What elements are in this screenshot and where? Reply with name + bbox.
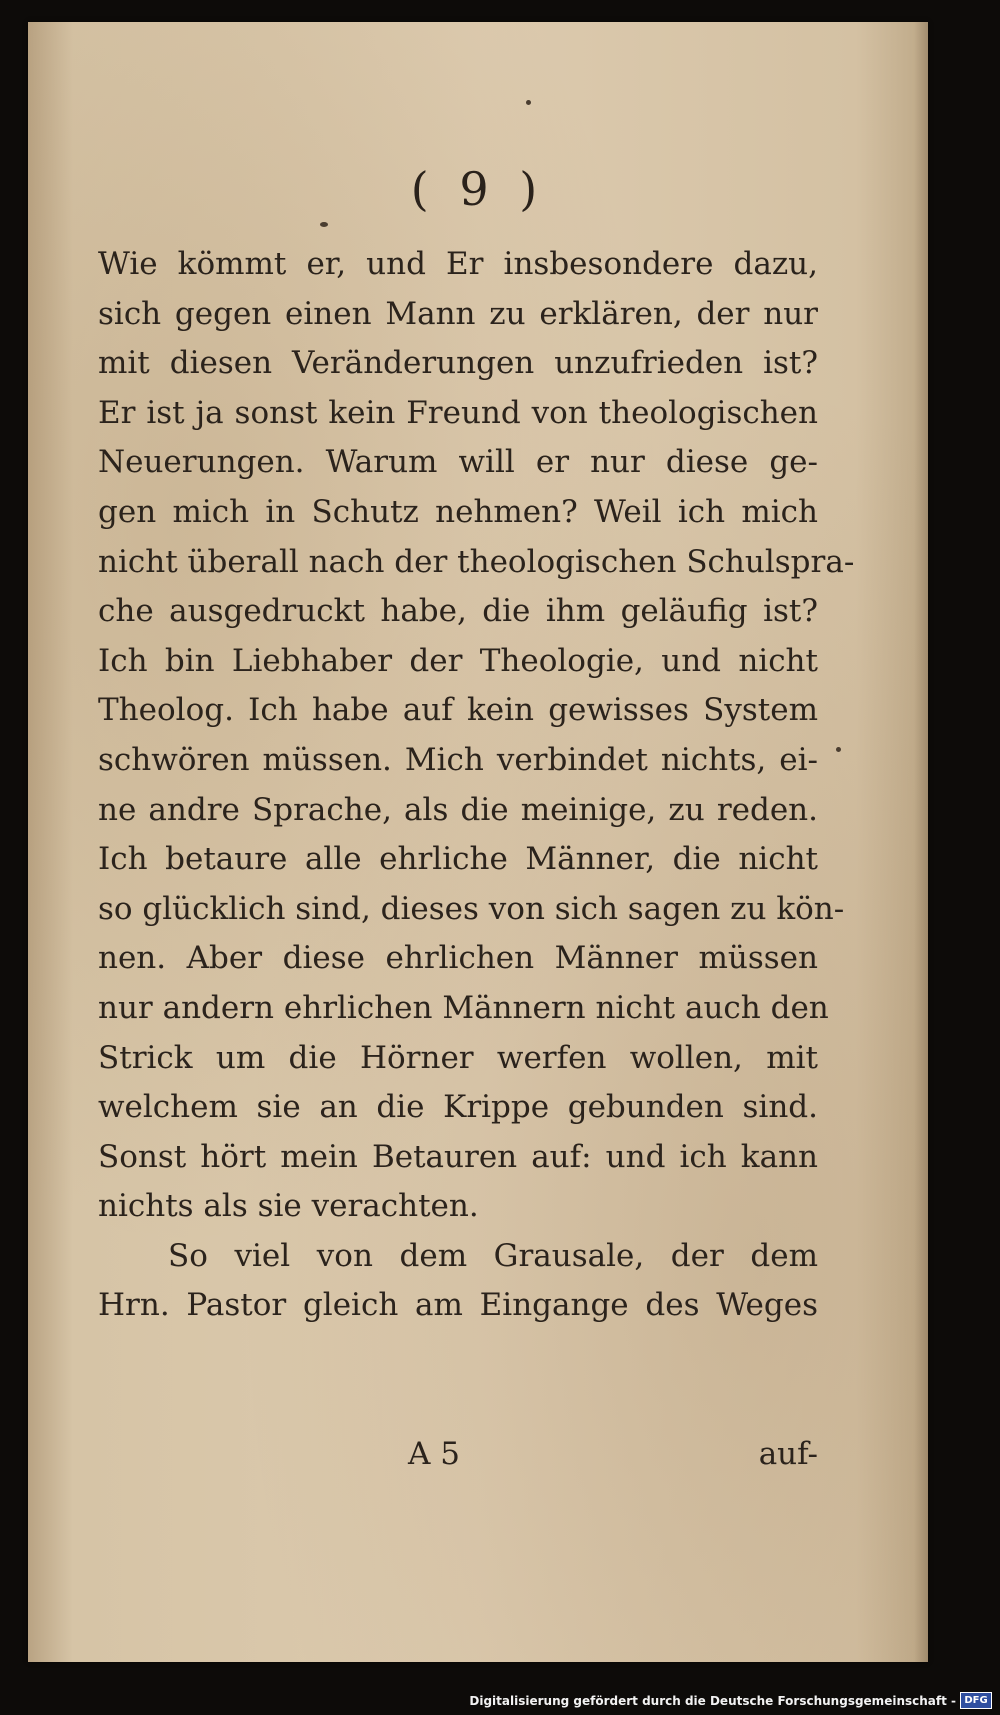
text-line: welchem sie an die Krippe gebunden sind. bbox=[98, 1089, 818, 1126]
signature-mark: A 5 bbox=[408, 1436, 460, 1472]
text-line: gen mich in Schutz nehmen? Weil ich mich bbox=[98, 493, 818, 530]
text-line: ne andre Sprache, als die meinige, zu reden. bbox=[98, 791, 818, 828]
page-footer bbox=[98, 1436, 818, 1486]
paper-speck bbox=[836, 747, 841, 752]
dfg-logo: DFG bbox=[960, 1692, 992, 1709]
text-line: nur andern ehrlichen Männern nicht auch den bbox=[98, 989, 829, 1026]
text-line: Er ist ja sonst kein Freund von theologischen bbox=[98, 394, 818, 431]
paper-speck bbox=[320, 222, 328, 227]
paper-speck bbox=[526, 100, 531, 105]
text-line-paragraph-start: So viel von dem Grausale, der dem bbox=[168, 1237, 818, 1274]
text-line: che ausgedruckt habe, die ihm geläufig ist? bbox=[98, 593, 818, 630]
text-line: sich gegen einen Mann zu erklären, der nur bbox=[98, 295, 818, 332]
text-line: Ich bin Liebhaber der Theologie, und nicht bbox=[98, 642, 818, 679]
text-line: Sonst hört mein Betauren auf: und ich kann bbox=[98, 1138, 818, 1175]
text-line: Ich betaure alle ehrliche Männer, die nicht bbox=[98, 841, 818, 878]
catchword: auf- bbox=[758, 1436, 818, 1472]
text-line: Wie kömmt er, und Er insbesondere dazu, bbox=[98, 246, 818, 282]
text-line: nichts als sie verachten. bbox=[98, 1188, 479, 1225]
text-line: mit diesen Veränderungen unzufrieden ist? bbox=[98, 345, 818, 382]
text-line: Strick um die Hörner werfen wollen, mit bbox=[98, 1039, 818, 1076]
text-line: so glücklich sind, dieses von sich sagen zu kön- bbox=[98, 890, 845, 927]
text-line: nen. Aber diese ehrlichen Männer müssen bbox=[98, 940, 818, 977]
body-text bbox=[98, 240, 855, 1331]
text-line: schwören müssen. Mich verbindet nichts, ei- bbox=[98, 741, 818, 778]
text-line: nicht überall nach der theologischen Schulspra- bbox=[98, 543, 855, 580]
page-number-header: ( 9 ) bbox=[410, 162, 546, 216]
page-edge-shadow bbox=[914, 22, 928, 1662]
digitization-credit: Digitalisierung gefördert durch die Deutsche Forschungsgemeinschaft - bbox=[469, 1694, 956, 1708]
text-line: Theolog. Ich habe auf kein gewisses System bbox=[98, 692, 818, 729]
text-line: Hrn. Pastor gleich am Eingange des Weges bbox=[98, 1287, 818, 1324]
book-page bbox=[28, 22, 928, 1662]
text-line: Neuerungen. Warum will er nur diese ge- bbox=[98, 444, 818, 481]
